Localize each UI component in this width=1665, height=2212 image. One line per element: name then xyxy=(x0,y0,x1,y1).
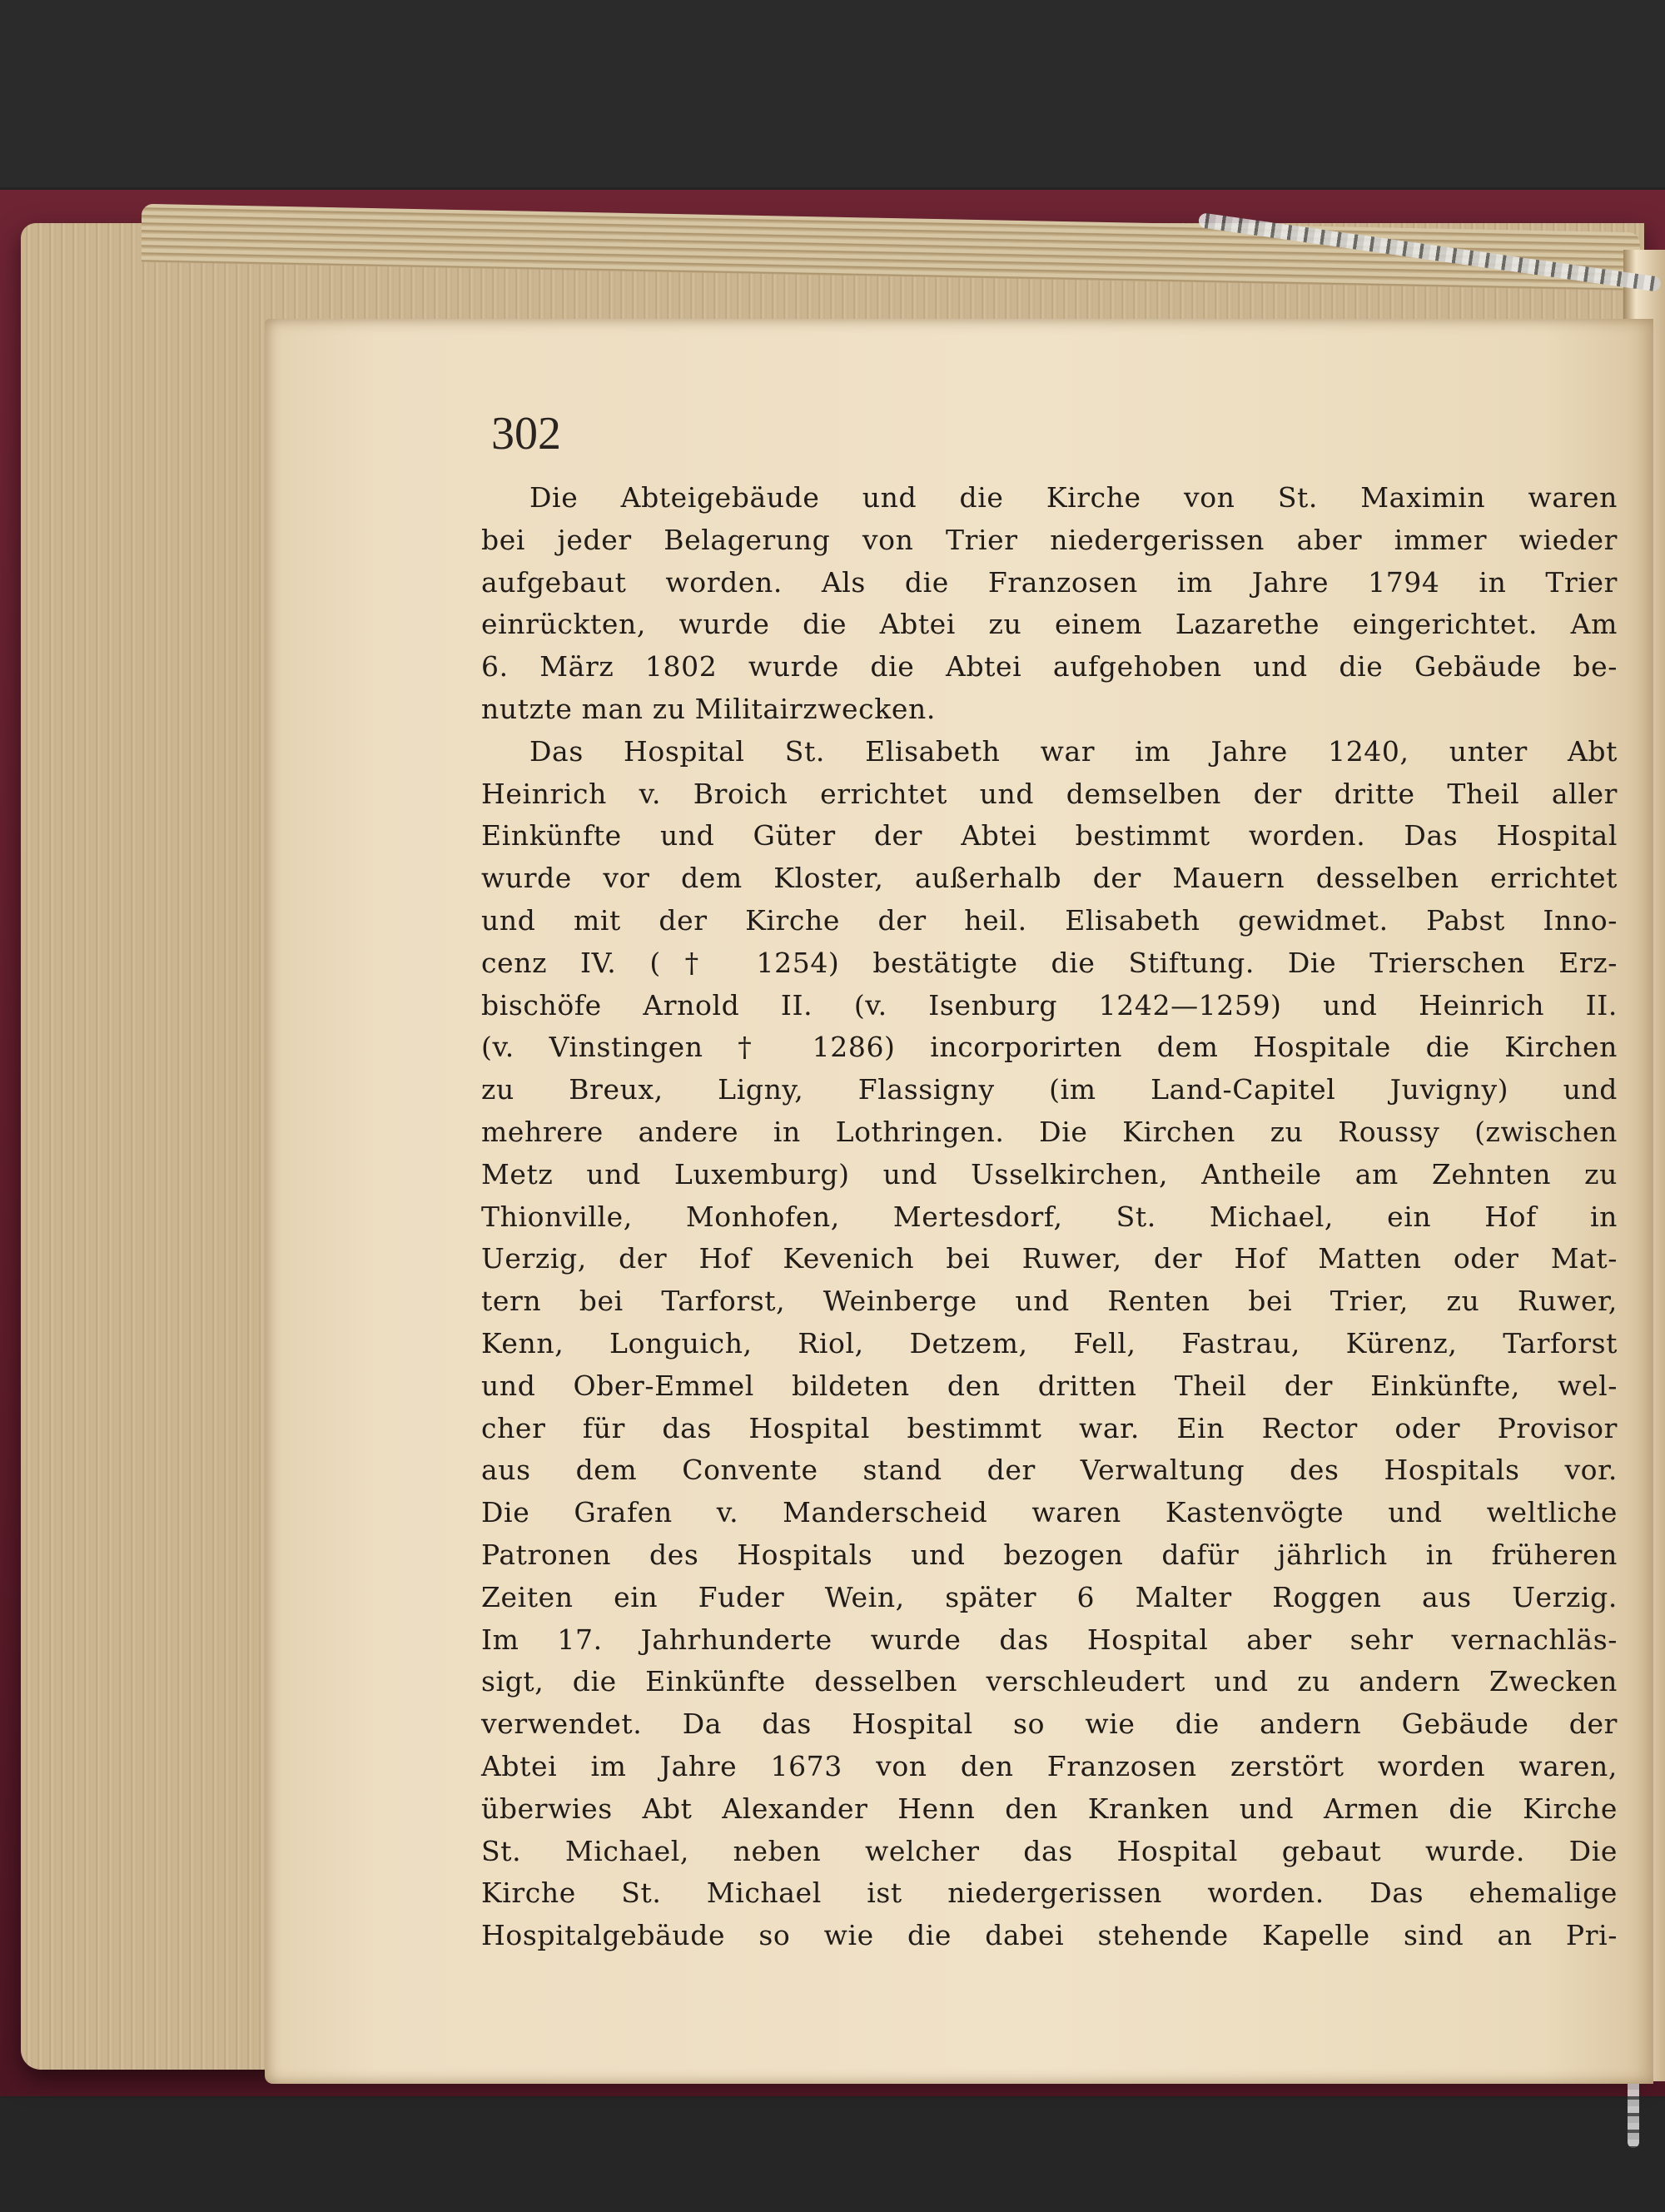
text-line: Uerzig, der Hof Kevenich bei Ruwer, der Hof Matten oder Mat- xyxy=(481,1242,1618,1275)
text-line: Thionville, Monhofen, Mertesdorf, St. Michael, ein Hof in xyxy=(481,1200,1618,1233)
text-line: St. Michael, neben welcher das Hospital gebaut wurde. Die xyxy=(481,1834,1618,1867)
text-line: tern bei Tarforst, Weinberge und Renten bei Trier, zu Ruwer, xyxy=(481,1285,1618,1318)
text-line: cher für das Hospital bestimmt war. Ein Rector oder Provisor xyxy=(481,1411,1618,1444)
book-page xyxy=(265,319,1653,2084)
text-line: (v. Vinstingen † 1286) incorporirten dem Hospitale die Kirchen xyxy=(481,1031,1618,1064)
text-line: Das Hospital St. Elisabeth war im Jahre 1240, unter Abt xyxy=(529,734,1618,768)
text-line: Metz und Luxemburg) und Usselkirchen, Antheile am Zehnten zu xyxy=(481,1157,1618,1191)
text-line: und mit der Kirche der heil. Elisabeth gewidmet. Pabst Inno- xyxy=(481,903,1618,937)
page-text xyxy=(481,477,1618,1957)
text-line: und Ober-Emmel bildeten den dritten Theil der Einkünfte, wel- xyxy=(481,1369,1618,1402)
text-line: Die Grafen v. Manderscheid waren Kastenvögte und weltliche xyxy=(481,1496,1618,1529)
text-line: verwendet. Da das Hospital so wie die andern Gebäude der xyxy=(481,1707,1618,1741)
text-line: Heinrich v. Broich errichtet und demselben der dritte Theil aller xyxy=(481,777,1618,810)
text-line: Einkünfte und Güter der Abtei bestimmt worden. Das Hospital xyxy=(481,819,1618,852)
dark-background-bottom xyxy=(0,2098,1665,2212)
text-line: nutzte man zu Militairzwecken. xyxy=(481,692,936,725)
text-line: bischöfe Arnold II. (v. Isenburg 1242—1259) und Heinrich II. xyxy=(481,988,1618,1021)
text-line: überwies Abt Alexander Henn den Kranken und Armen die Kirche xyxy=(481,1792,1618,1825)
page-number: 302 xyxy=(491,408,561,460)
dark-background-top xyxy=(0,0,1665,187)
text-line: cenz IV. († 1254) bestätigte die Stiftung. Die Trierschen Erz- xyxy=(481,946,1618,979)
text-line: einrückten, wurde die Abtei zu einem Lazarethe eingerichtet. Am xyxy=(481,608,1618,641)
text-line: Im 17. Jahrhunderte wurde das Hospital aber sehr vernachläs- xyxy=(481,1623,1618,1656)
text-line: Die Abteigebäude und die Kirche von St. Maximin waren xyxy=(529,481,1618,514)
text-line: mehrere andere in Lothringen. Die Kirchen zu Roussy (zwischen xyxy=(481,1115,1618,1148)
text-line: aus dem Convente stand der Verwaltung des Hospitals vor. xyxy=(481,1454,1618,1487)
text-line: 6. März 1802 wurde die Abtei aufgehoben und die Gebäude be- xyxy=(481,650,1618,683)
text-line: Zeiten ein Fuder Wein, später 6 Malter Roggen aus Uerzig. xyxy=(481,1580,1618,1613)
text-line: Hospitalgebäude so wie die dabei stehende Kapelle sind an Pri- xyxy=(481,1919,1618,1952)
text-line: Patronen des Hospitals und bezogen dafür jährlich in früheren xyxy=(481,1538,1618,1571)
text-line: aufgebaut worden. Als die Franzosen im Jahre 1794 in Trier xyxy=(481,565,1618,599)
text-line: sigt, die Einkünfte desselben verschleudert und zu andern Zwecken xyxy=(481,1665,1618,1698)
text-line: zu Breux, Ligny, Flassigny (im Land-Capitel Juvigny) und xyxy=(481,1073,1618,1106)
text-line: Abtei im Jahre 1673 von den Franzosen zerstört worden waren, xyxy=(481,1749,1618,1782)
text-line: wurde vor dem Kloster, außerhalb der Mauern desselben errichtet xyxy=(481,862,1618,895)
text-line: Kirche St. Michael ist niedergerissen worden. Das ehemalige xyxy=(481,1876,1618,1910)
text-line: Kenn, Longuich, Riol, Detzem, Fell, Fastrau, Kürenz, Tarforst xyxy=(481,1326,1618,1360)
text-line: bei jeder Belagerung von Trier niedergerissen aber immer wieder xyxy=(481,523,1618,556)
